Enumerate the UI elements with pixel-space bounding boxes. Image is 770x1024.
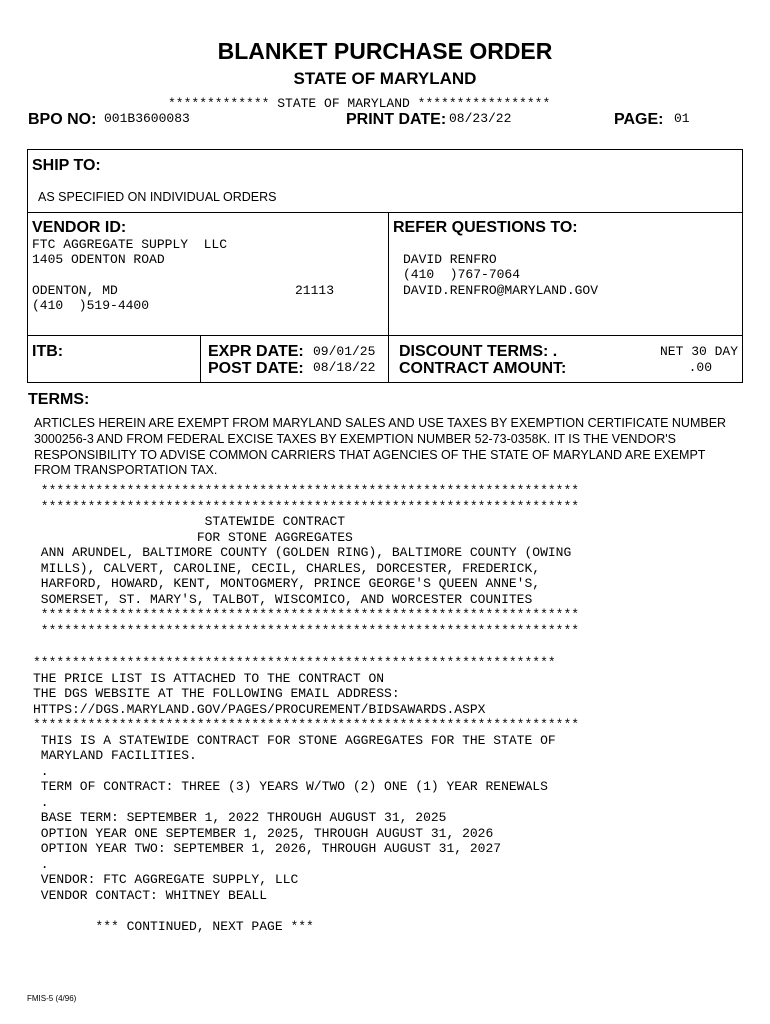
refer-questions-label: REFER QUESTIONS TO: — [393, 219, 578, 236]
vendor-city-state: ODENTON, MD — [32, 283, 118, 298]
expr-date-value: 09/01/25 — [313, 344, 376, 359]
vendor-address: 1405 ODENTON ROAD — [32, 252, 165, 267]
contact-phone: (410 )767-7064 — [403, 267, 521, 282]
contact-name: DAVID RENFRO — [403, 252, 497, 267]
vendor-name: FTC AGGREGATE SUPPLY LLC — [32, 237, 228, 252]
state-banner: ************* STATE OF MARYLAND ***************** — [168, 96, 551, 111]
itb-info-box — [27, 335, 743, 383]
form-code: FMIS-5 (4/96) — [27, 994, 77, 1003]
post-date-label: POST DATE: — [208, 360, 304, 377]
itb-divider — [200, 336, 201, 382]
vendor-divider — [388, 213, 389, 335]
discount-terms-value: NET 30 DAY — [659, 344, 738, 359]
contract-details-block: ******************************************************************* THE PRICE LIST IS ATTACHED TO THE CONTRACT ON THE DGS WEBSITE AT THE FOLLOWING EMAIL ADDRESS: HTTPS://DGS.MARYLAND.GOV/PAGES/PROCUREMENT/BIDSAWARDS.ASPX ********************************************************************** THIS IS A STATEWIDE CONTRACT FOR STONE AGGREGATES FOR THE STATE OF MARYLAND FACILITIES. . TERM OF CONTRACT: THREE (3) YEARS W/TWO (2) ONE (1) YEAR RENEWALS . BASE TERM: SEPTEMBER 1, 2022 THROUGH AUGUST 31, 2025 OPTION YEAR ONE SEPTEMBER 1, 2025, THROUGH AUGUST 31, 2026 OPTION YEAR TWO: SEPTEMBER 1, 2026, THROUGH AUGUST 31, 2027 . VENDOR: FTC AGGREGATE SUPPLY, LLC VENDOR CONTACT: WHITNEY BEALL *** CONTINUED, NEXT PAGE *** — [33, 655, 580, 934]
contract-header-block: ********************************************************************* ********************************************************************* STATEWIDE CONTRACT FOR STONE AGGREGATES ANN ARUNDEL, BALTIMORE COUNTY (GOLDEN RING), BALTIMORE COUNTY (OWING MILLS), CALVERT, CAROLINE, CECIL, CHARLES, DORCESTER, FREDERICK, HARFORD, HOWARD, KENT, MONTOGMERY, PRINCE GEORGE'S QUEEN ANNE'S, SOMERSET, ST. MARY'S, TALBOT, WISCOMICO, AND WORCESTER COUNITES ********************************************************************* ********************************************************************* — [40, 483, 580, 638]
bpo-value: 001B3600083 — [104, 111, 190, 126]
contract-amount-value: .00 — [688, 360, 712, 375]
print-date-value: 08/23/22 — [449, 111, 512, 126]
vendor-phone: (410 )519-4400 — [32, 298, 150, 313]
contact-email: DAVID.RENFRO@MARYLAND.GOV — [403, 283, 599, 298]
terms-text: ARTICLES HEREIN ARE EXEMPT FROM MARYLAND SALES AND USE TAXES BY EXEMPTION CERTIFICATE NUMBER 3000256-3 AND FROM FEDERAL EXCISE TAXES BY EXEMPTION NUMBER 52-73-0358K. IT IS THE VENDOR'S RESPONSIBILITY TO ADVISE COMMON CARRIERS THAT AGENCIES OF THE STATE OF MARYLAND ARE EXEMPT FROM TRANSPORTATION TAX. — [34, 416, 727, 478]
page-label: PAGE: — [614, 111, 664, 128]
ship-to-label: SHIP TO: — [32, 157, 101, 174]
post-date-value: 08/18/22 — [313, 360, 376, 375]
document-subtitle: STATE OF MARYLAND — [293, 69, 477, 88]
contract-amount-label: CONTRACT AMOUNT: — [399, 360, 567, 377]
ship-to-box — [27, 149, 743, 213]
vendor-id-label: VENDOR ID: — [32, 219, 127, 236]
print-date-label: PRINT DATE: — [346, 111, 447, 128]
vendor-zip: 21113 — [295, 283, 335, 298]
expr-date-label: EXPR DATE: — [208, 343, 304, 360]
document-title: BLANKET PURCHASE ORDER — [217, 38, 553, 64]
itb-label: ITB: — [32, 343, 64, 360]
terms-label: TERMS: — [28, 391, 90, 408]
bpo-label: BPO NO: — [28, 111, 97, 128]
ship-to-value: AS SPECIFIED ON INDIVIDUAL ORDERS — [38, 190, 277, 204]
vendor-questions-box — [27, 212, 743, 336]
dates-divider — [388, 336, 389, 382]
page-value: 01 — [674, 111, 690, 126]
discount-terms-label: DISCOUNT TERMS: . — [399, 343, 558, 360]
